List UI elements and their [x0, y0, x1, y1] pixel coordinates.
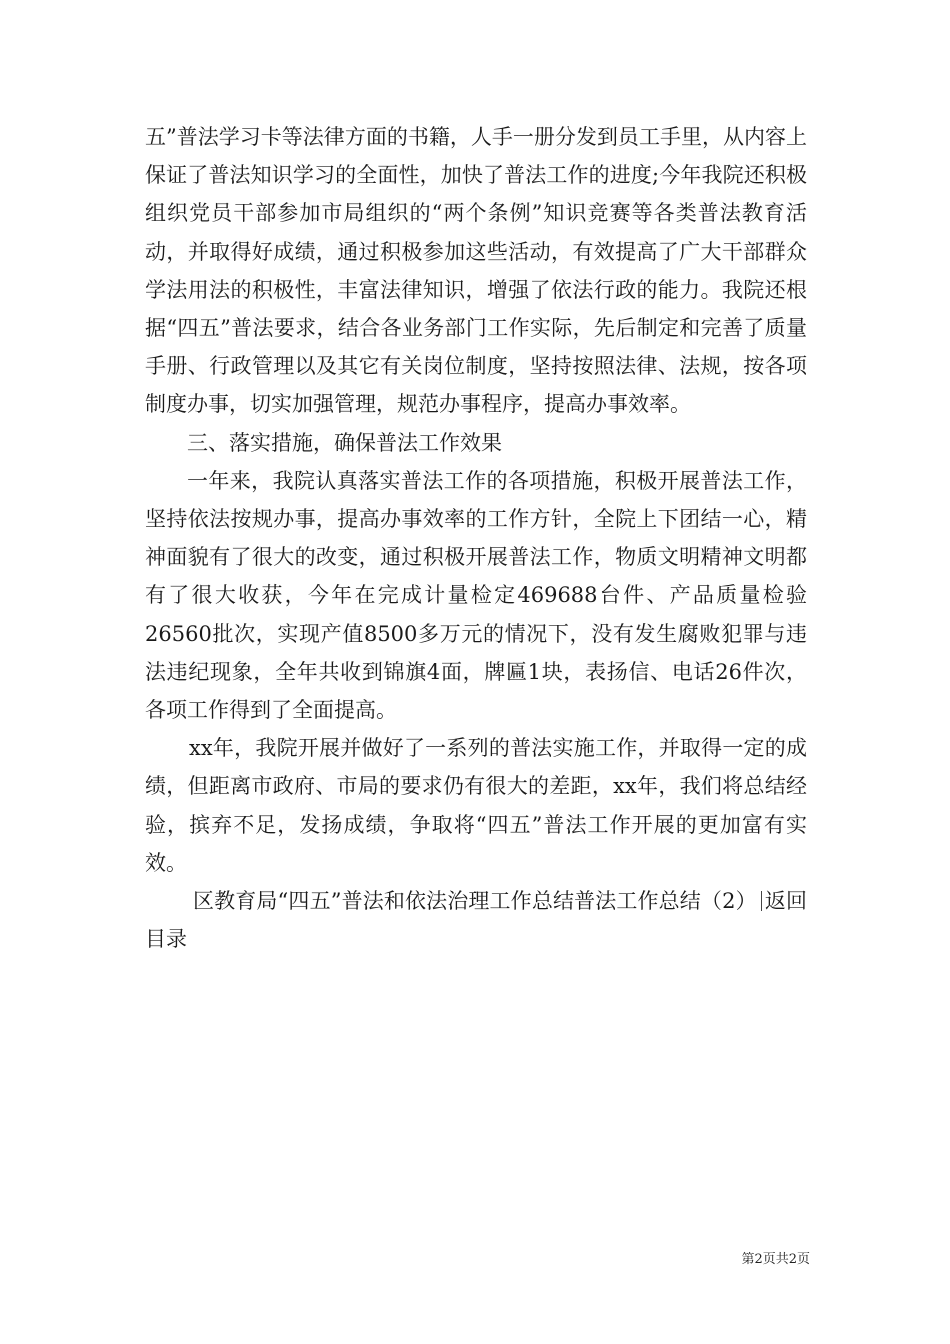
- section-heading-3: 三、落实措施，确保普法工作效果: [187, 430, 502, 455]
- toc-entry: [145, 882, 807, 958]
- paragraph-1: 五”普法学习卡等法律方面的书籍，人手一册分发到员工手里，从内容上保证了普法知识学习的全面性，加快了普法工作的进度;今年我院还积极组织党员干部参加市局组织的“两个条例”知识竞赛等各类普法教育活动，并取得好成绩，通过积极参加这些活动，有效提高了广大干部群众学法用法的积极性，丰富法律知识，增强了依法行政的能力。我院还根据“四五”普法要求，结合各业务部门工作实际，先后制定和完善了质量手册、行政管理以及其它有关岗位制度，坚持按照法律、法规，按各项制度办事，切实加强管理，规范办事程序，提高办事效率。: [145, 125, 807, 417]
- page-number-footer: 第2页共2页: [741, 1252, 810, 1267]
- toc-separator: [761, 891, 762, 911]
- toc-entry-title[interactable]: 区教育局“四五”普法和依法治理工作总结普法工作总结（2）: [193, 889, 757, 914]
- paragraph-2: 一年来，我院认真落实普法工作的各项措施，积极开展普法工作，坚持依法按规办事，提高办事效率的工作方针，全院上下团结一心，精神面貌有了很大的改变，通过积极开展普法工作，物质文明精神文明都有了很大收获，今年在完成计量检定469688台件、产品质量检验26560批次，实现产值8500多万元的情况下，没有发生腐败犯罪与违法违纪现象，全年共收到锦旗4面，牌匾1块，表扬信、电话26件次，各项工作得到了全面提高。: [145, 468, 807, 723]
- document-body: [145, 118, 807, 958]
- back-to-toc-link[interactable]: 返回目录: [145, 889, 807, 952]
- paragraph-3: xx年，我院开展并做好了一系列的普法实施工作，并取得一定的成绩，但距离市政府、市局的要求仍有很大的差距，xx年，我们将总结经验，摈弃不足，发扬成绩，争取将“四五”普法工作开展的更加富有实效。: [145, 736, 807, 875]
